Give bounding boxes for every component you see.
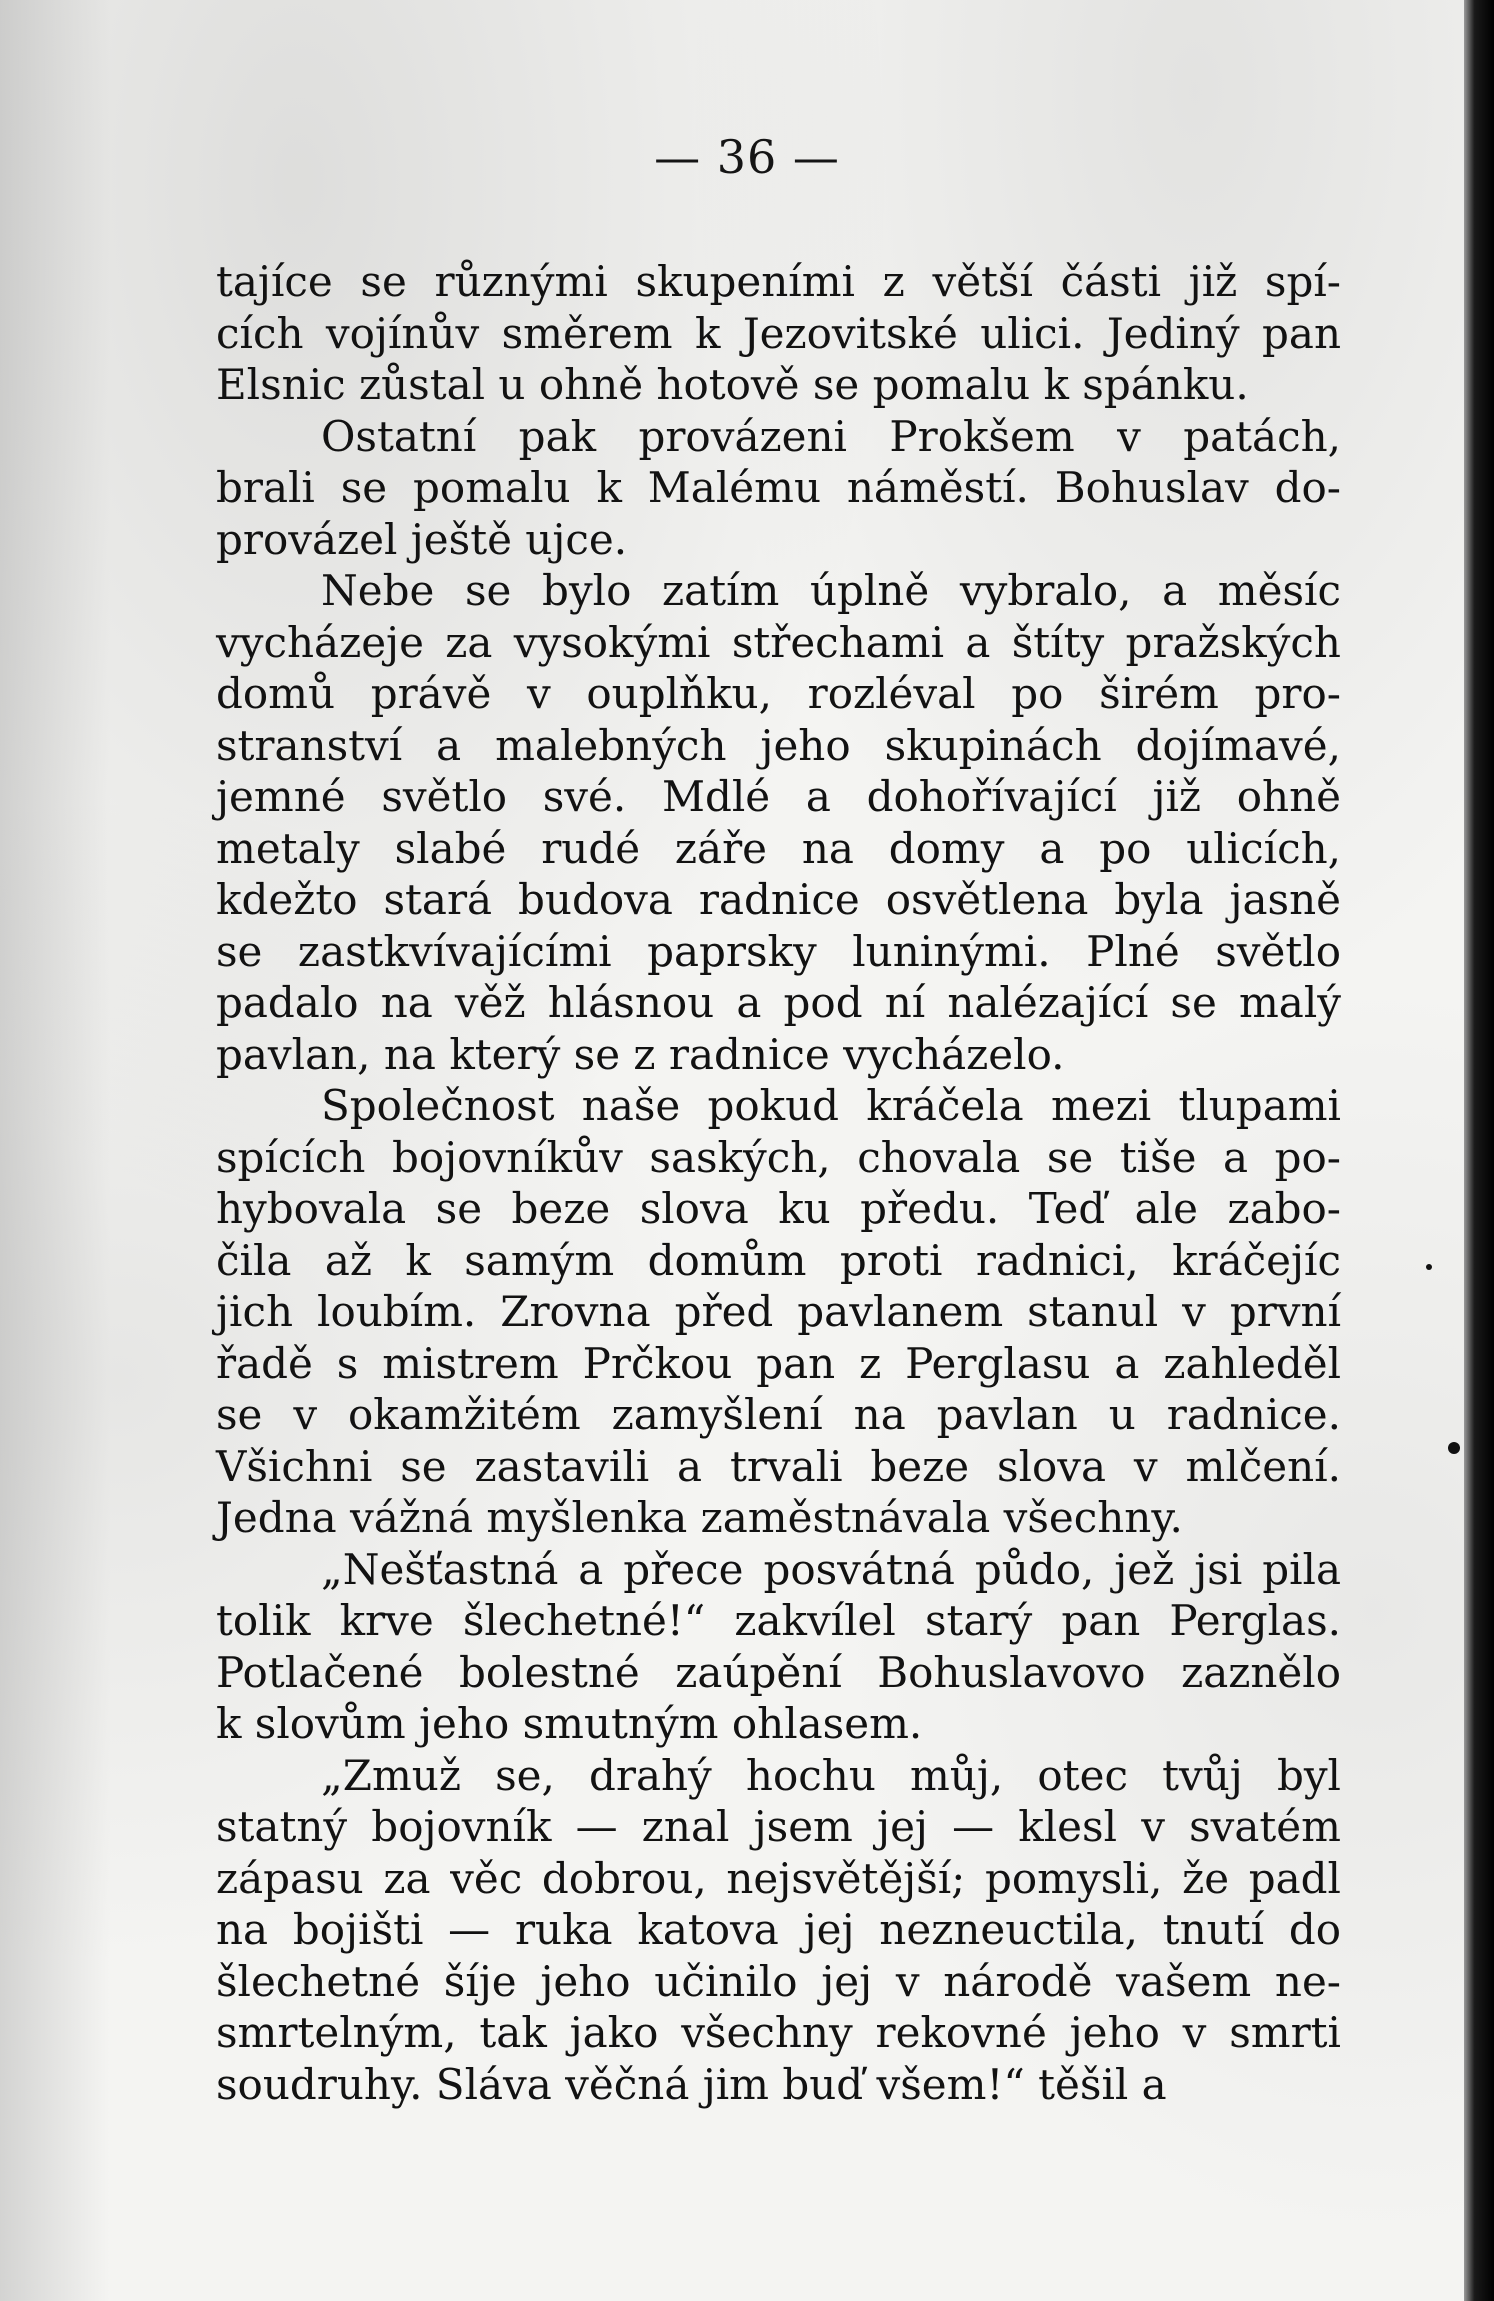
- text-line: tajíce se různými skupeními z větší části již spí-: [216, 257, 1341, 306]
- text-line: metaly slabé rudé záře na domy a po ulicích,: [216, 823, 1341, 873]
- text-line: provázel ještě ujce.: [216, 514, 628, 564]
- text-line: Společnost naše pokud kráčela mezi tlupami: [321, 1081, 1341, 1130]
- text-line: padalo na věž hlásnou a pod ní nalézající se malý: [216, 978, 1341, 1027]
- paragraph: [216, 411, 1341, 566]
- paragraph: [216, 1750, 1341, 2111]
- text-line: se zastkvívajícími paprsky luninými. Plné světlo: [216, 926, 1341, 976]
- paragraph: [216, 1080, 1341, 1544]
- text-line: jich loubím. Zrovna před pavlanem stanul v první: [216, 1287, 1341, 1336]
- text-line: na bojišti — ruka katova jej nezneuctila, tnutí do: [216, 1905, 1341, 1954]
- text-line: smrtelným, tak jako všechny rekovné jeho v smrti: [216, 2008, 1341, 2057]
- body-text: [216, 256, 1341, 2110]
- paragraph: [216, 565, 1341, 1080]
- text-line: statný bojovník — znal jsem jej — klesl v svatém: [216, 1802, 1341, 1851]
- text-line: Potlačené bolestné zaúpění Bohuslavovo zaznělo: [216, 1647, 1341, 1697]
- text-line: vycházeje za vysokými střechami a štíty pražských: [216, 617, 1341, 667]
- text-line: se v okamžitém zamyšlení na pavlan u radnice.: [216, 1390, 1341, 1439]
- text-line: cích vojínův směrem k Jezovitské ulici. Jediný pan: [216, 308, 1341, 358]
- text-line: k slovům jeho smutným ohlasem.: [216, 1699, 923, 1748]
- text-line: jemné světlo své. Mdlé a dohořívající již ohně: [216, 772, 1341, 821]
- ink-speck: [1426, 1264, 1432, 1270]
- text-line: hybovala se beze slova ku předu. Teď ale zabo-: [216, 1184, 1341, 1233]
- book-spine-edge: [1464, 0, 1494, 2301]
- paragraph: [216, 1544, 1341, 1750]
- text-line: stranství a malebných jeho skupinách dojímavé,: [216, 720, 1341, 770]
- text-line: pavlan, na který se z radnice vycházelo.: [216, 1029, 1065, 1079]
- text-line: Všichni se zastavili a trvali beze slova v mlčení.: [216, 1441, 1341, 1491]
- text-line: Nebe se bylo zatím úplně vybralo, a měsíc: [321, 566, 1341, 615]
- text-line: domů právě v ouplňku, rozléval po širém pro-: [216, 669, 1341, 718]
- text-line: soudruhy. Sláva věčná jim buď všem!“ těšil a: [216, 2059, 1167, 2109]
- text-line: „Zmuž se, drahý hochu můj, otec tvůj byl: [321, 1750, 1341, 1800]
- text-line: tolik krve šlechetné!“ zakvílel starý pan Perglas.: [216, 1596, 1341, 1645]
- paragraph: [216, 256, 1341, 411]
- text-line: Jedna vážná myšlenka zaměstnávala všechny.: [216, 1493, 1183, 1542]
- text-line: brali se pomalu k Malému náměstí. Bohuslav do-: [216, 463, 1341, 512]
- text-line: „Nešťastná a přece posvátná půdo, jež jsi pila: [321, 1544, 1341, 1594]
- text-line: spících bojovníkův saských, chovala se tiše a po-: [216, 1132, 1341, 1182]
- text-line: řadě s mistrem Prčkou pan z Perglasu a zahleděl: [216, 1338, 1341, 1388]
- text-line: Ostatní pak provázeni Prokšem v patách,: [321, 411, 1341, 461]
- ink-speck: [1448, 1442, 1460, 1454]
- text-line: šlechetné šíje jeho učinilo jej v národě vašem ne-: [216, 1956, 1341, 2006]
- page-number: — 36 —: [654, 130, 840, 184]
- text-line: Elsnic zůstal u ohně hotově se pomalu k spánku.: [216, 360, 1249, 409]
- page-shadow: [0, 0, 110, 2301]
- text-line: kdežto stará budova radnice osvětlena byla jasně: [216, 875, 1341, 924]
- text-line: zápasu za věc dobrou, nejsvětější; pomysli, že padl: [216, 1853, 1341, 1903]
- text-line: čila až k samým domům proti radnici, kráčejíc: [216, 1235, 1341, 1285]
